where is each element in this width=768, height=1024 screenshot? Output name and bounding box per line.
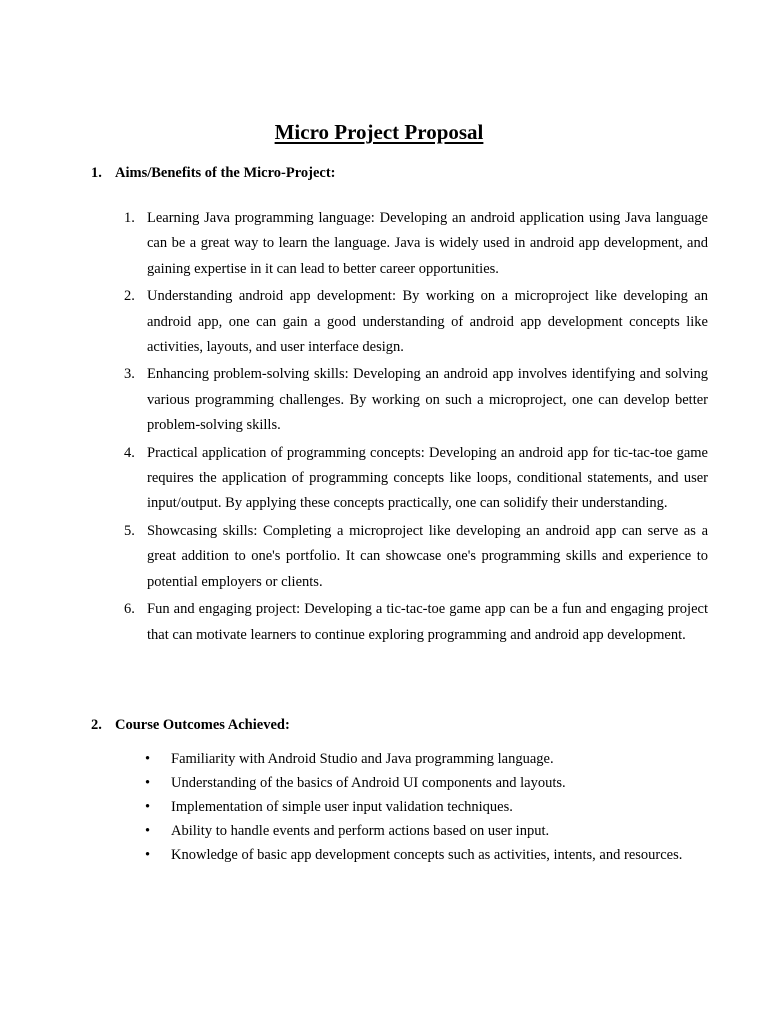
aims-item (120, 284, 708, 360)
aims-item (120, 519, 708, 595)
bullet-icon: • (145, 751, 151, 767)
section-heading-text: Aims/Benefits of the Micro-Project: (115, 165, 336, 181)
aims-item-number: 4. (124, 444, 135, 461)
outcome-item-text: Familiarity with Android Studio and Java programming language. (171, 751, 554, 767)
outcome-item (145, 751, 705, 768)
section-number: 2. (91, 717, 102, 733)
section-number: 1. (91, 165, 102, 181)
aims-item (120, 362, 708, 438)
bullet-icon: • (145, 847, 151, 863)
aims-item (120, 597, 708, 648)
section-heading-aims (91, 163, 336, 183)
section-heading-outcomes (91, 715, 290, 735)
page-title: Micro Project Proposal (274, 120, 484, 144)
aims-item-number: 3. (124, 366, 135, 383)
aims-item-text: Fun and engaging project: Developing a tic-tac-toe game app can be a fun and engaging project that can motivate learners to continue exploring programming and android app development. (147, 601, 708, 643)
outcome-item-text: Ability to handle events and perform actions based on user input. (171, 823, 550, 839)
outcome-item (145, 775, 705, 792)
bullet-icon: • (145, 799, 151, 815)
outcome-item-text: Understanding of the basics of Android UI components and layouts. (171, 775, 566, 791)
aims-item-number: 1. (124, 210, 135, 226)
aims-item-number: 5. (124, 522, 135, 539)
aims-item-text: Showcasing skills: Completing a microproject like developing an android app can serve as a great addition to one's portfolio. It can showcase one's programming skills and experience to potential employers or clients. (147, 522, 708, 590)
aims-item-text: Learning Java programming language: Developing an android application using Java language can be a great way to learn the language. Java is widely used in android app development, and gaining expertise in it can lead to better career opportunities. (147, 210, 708, 277)
outcome-item (145, 823, 705, 840)
section-heading-text: Course Outcomes Achieved: (115, 717, 290, 733)
outcomes-list (145, 751, 705, 871)
aims-list (120, 206, 708, 650)
aims-item (120, 206, 708, 282)
aims-item-number: 6. (124, 601, 135, 618)
outcome-item-text: Implementation of simple user input validation techniques. (171, 799, 513, 815)
bullet-icon: • (145, 775, 151, 791)
aims-item-text: Enhancing problem-solving skills: Developing an android app involves identifying and solving various programming challenges. By working on such a microproject, one can develop better problem-solving skills. (147, 366, 708, 434)
outcome-item-text: Knowledge of basic app development concepts such as activities, intents, and resources. (171, 847, 683, 863)
aims-item-text: Understanding android app development: By working on a microproject like developing an android app, one can gain a good understanding of android app development concepts like activities, layouts, and user interface design. (147, 288, 708, 356)
aims-item (120, 441, 708, 517)
aims-item-text: Practical application of programming concepts: Developing an android app for tic-tac-toe game requires the application of programming concepts like loops, conditional statements, and user input/output. By applying these concepts practically, one can solidify their understanding. (147, 444, 708, 512)
outcome-item (145, 799, 705, 816)
aims-item-number: 2. (124, 288, 135, 305)
bullet-icon: • (145, 823, 151, 839)
outcome-item (145, 847, 705, 864)
